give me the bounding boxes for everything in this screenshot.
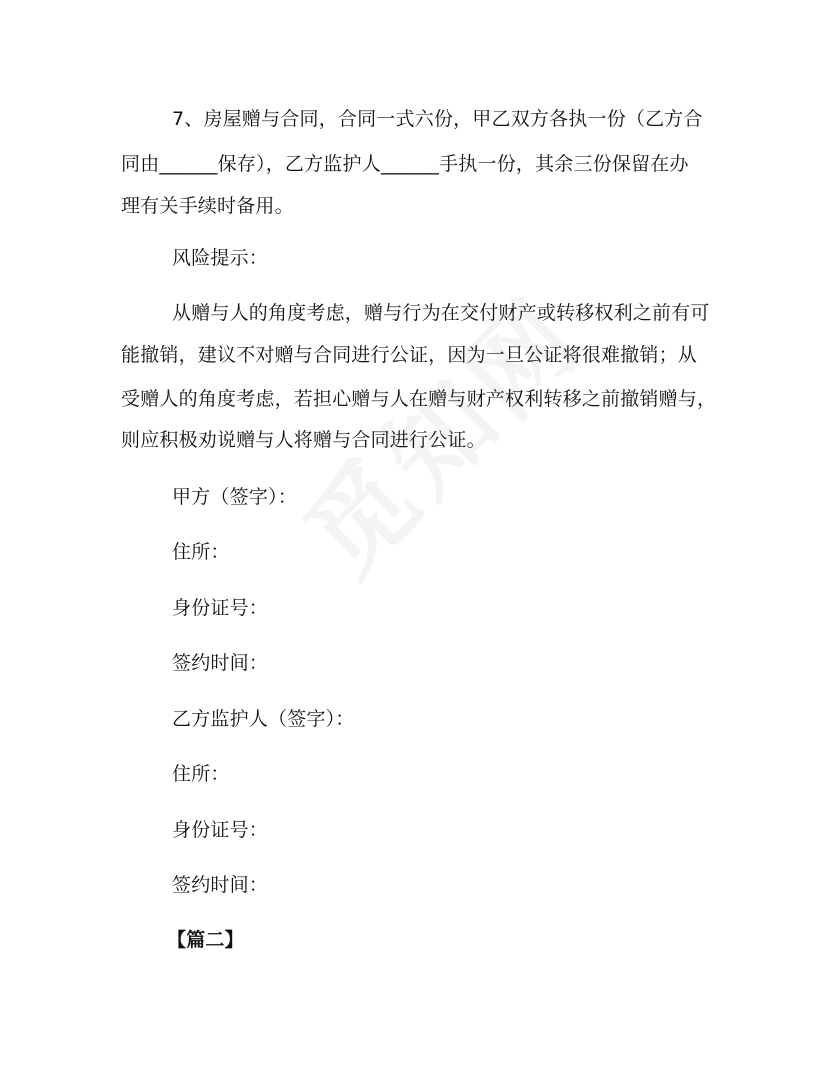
clause-7-line-3: 理有关手续时备用。 (121, 195, 294, 217)
risk-line-3: 受赠人的角度考虑，若担心赠与人在赠与财产权利转移之前撤销赠与， (121, 388, 717, 410)
party-a-sign-date: 签约时间： (172, 652, 269, 674)
party-b-id-number: 身份证号： (172, 819, 269, 841)
risk-line-2: 能撤销，建议不对赠与合同进行公证，因为一旦公证将很难撤销；从 (121, 344, 698, 366)
clause-7-line-1: 7、房屋赠与合同，合同一式六份，甲乙双方各执一份（乙方合 (172, 108, 703, 130)
party-b-sign-date: 签约时间： (172, 874, 269, 896)
clause-7-line-2: 同由______保存），乙方监护人______手执一份，其余三份保留在办 (121, 153, 689, 175)
section-heading-part-two: 【篇二】 (167, 929, 244, 951)
party-a-address: 住所： (172, 541, 230, 563)
party-a-id-number: 身份证号： (172, 597, 269, 619)
party-b-address: 住所： (172, 763, 230, 785)
party-b-guardian-signature: 乙方监护人（签字）： (172, 708, 355, 730)
party-a-signature: 甲方（签字）： (172, 486, 297, 508)
risk-line-1: 从赠与人的角度考虑，赠与行为在交付财产或转移权利之前有可 (172, 302, 710, 324)
risk-heading: 风险提示： (172, 247, 269, 269)
risk-line-4: 则应积极劝说赠与人将赠与合同进行公证。 (121, 429, 486, 451)
